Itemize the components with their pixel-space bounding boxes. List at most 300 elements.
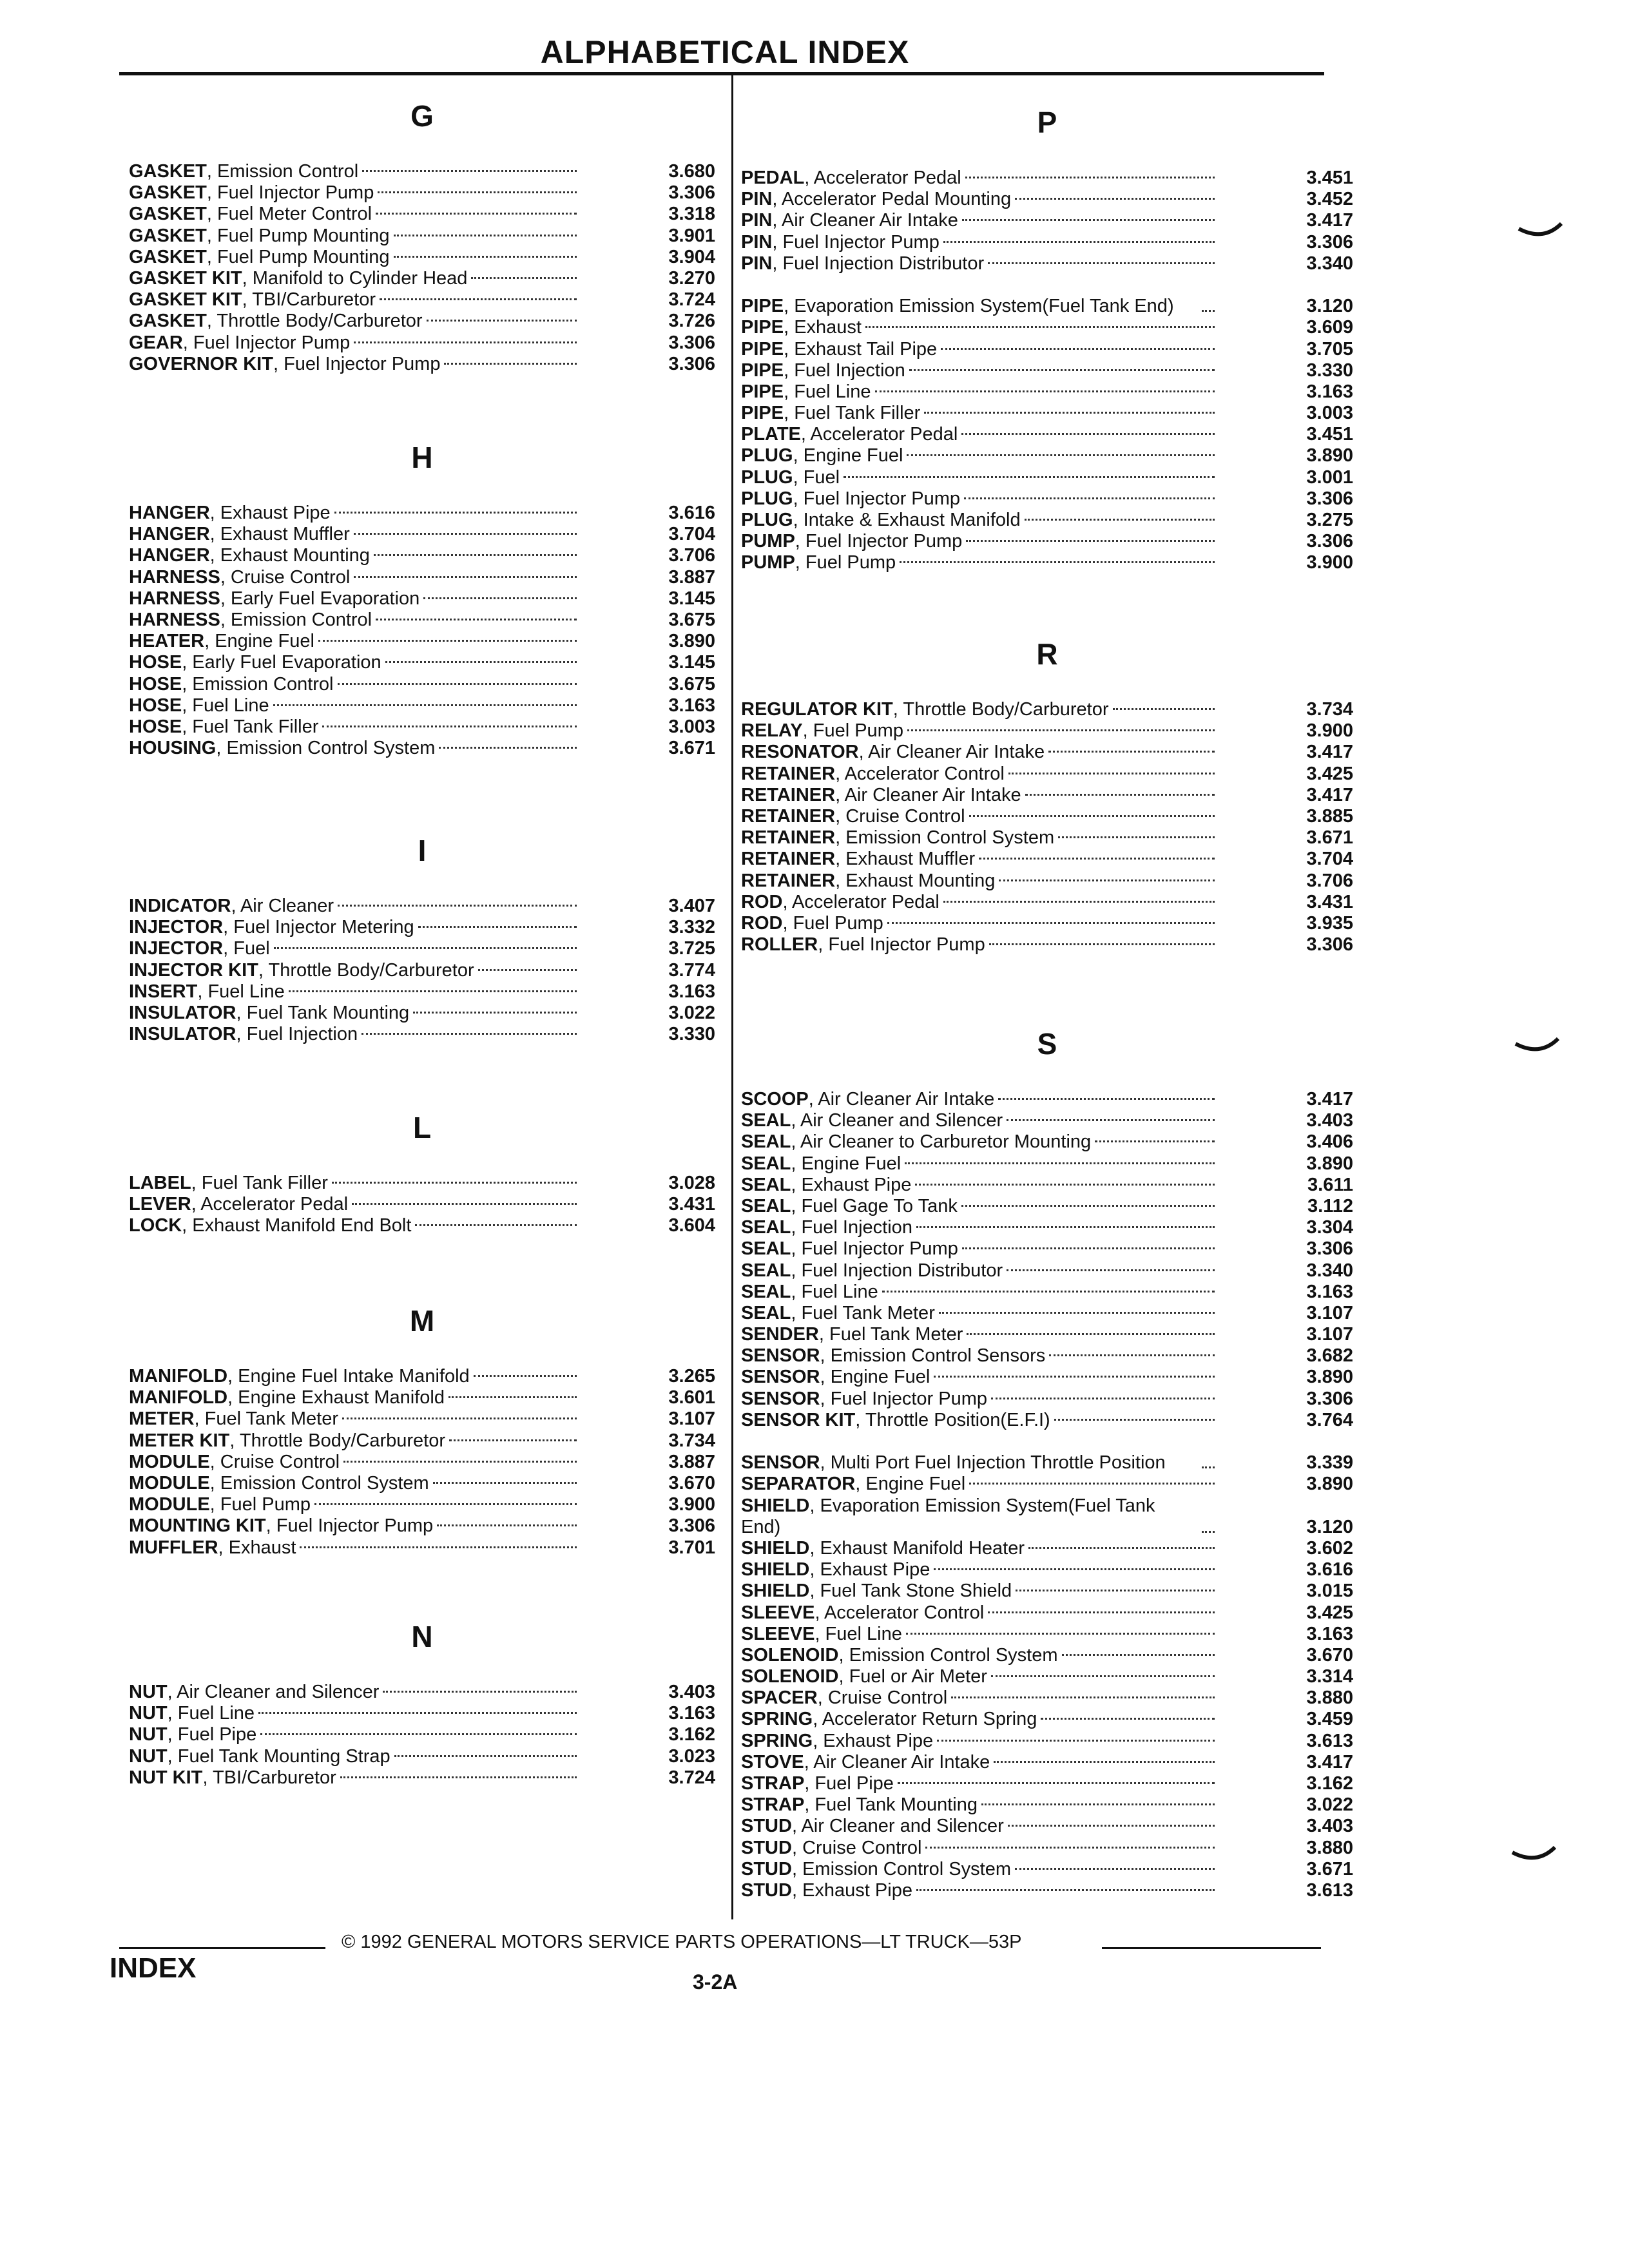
dot-leader xyxy=(967,1333,1215,1335)
dot-leader xyxy=(354,533,577,535)
entry-term: SEAL xyxy=(741,1195,791,1216)
entry-description: , Accelerator Pedal xyxy=(800,424,958,445)
page-reference: 3.304 xyxy=(1306,1217,1353,1238)
entry-name xyxy=(741,1410,1050,1431)
dot-leader xyxy=(1058,836,1215,838)
entry-term: SEAL xyxy=(741,1153,791,1174)
dot-leader xyxy=(981,1803,1215,1805)
index-entry xyxy=(129,896,715,917)
entry-term: PIPE xyxy=(741,381,784,402)
entry-name xyxy=(741,1666,987,1687)
entry-term: MODULE xyxy=(129,1494,210,1515)
entry-name xyxy=(129,503,331,524)
entry-name xyxy=(741,1282,878,1303)
entry-term: SENSOR xyxy=(741,1452,820,1474)
dot-leader xyxy=(1048,751,1215,753)
section-letter: P xyxy=(1037,106,1057,139)
entry-description: , Exhaust Muffler xyxy=(835,849,976,870)
page-reference: 3.112 xyxy=(1307,1195,1353,1216)
page-reference: 3.935 xyxy=(1306,912,1353,934)
dot-leader xyxy=(1016,1590,1215,1591)
index-entry xyxy=(129,1537,715,1559)
page-reference: 3.318 xyxy=(668,204,715,225)
index-entry xyxy=(129,1682,715,1703)
page-reference: 3.340 xyxy=(1306,1260,1353,1281)
entry-name xyxy=(129,738,435,759)
index-entry xyxy=(129,960,715,981)
page-reference: 3.163 xyxy=(668,981,715,1002)
index-entry xyxy=(741,1581,1353,1602)
page-reference: 3.163 xyxy=(668,1703,715,1724)
entry-name xyxy=(129,1537,296,1559)
entry-term: GASKET xyxy=(129,225,207,246)
page-reference: 3.724 xyxy=(668,1767,715,1788)
page-reference: 3.001 xyxy=(1306,466,1353,488)
entry-name xyxy=(741,403,920,424)
entry-term: SENSOR KIT xyxy=(741,1409,856,1430)
index-entry xyxy=(129,545,715,566)
index-entry xyxy=(741,1303,1353,1324)
page-reference: 3.332 xyxy=(668,917,715,938)
entry-term: GASKET xyxy=(129,246,207,267)
index-entry xyxy=(129,1767,715,1789)
entry-name xyxy=(741,1602,984,1624)
entry-name xyxy=(129,226,390,247)
dot-leader xyxy=(962,219,1215,221)
dot-leader xyxy=(906,1633,1215,1635)
entry-term: PIPE xyxy=(741,403,784,424)
dot-leader xyxy=(941,348,1215,350)
entry-name xyxy=(741,531,962,552)
entry-term: RETAINER xyxy=(741,870,836,891)
index-entry xyxy=(741,232,1353,253)
entry-term: PLUG xyxy=(741,488,793,509)
dot-leader xyxy=(1015,198,1215,200)
entry-name xyxy=(741,1752,990,1773)
entry-description: , Fuel Pump xyxy=(209,1494,311,1515)
entry-term: GASKET xyxy=(129,311,207,332)
entry-name xyxy=(129,1366,470,1387)
dot-leader xyxy=(1008,773,1215,774)
page-reference: 3.275 xyxy=(1306,510,1353,531)
entry-term: SENSOR xyxy=(741,1345,820,1367)
dot-leader xyxy=(961,1205,1215,1207)
entry-term: NUT xyxy=(129,1682,168,1702)
entry-name xyxy=(129,1387,445,1408)
entry-term: STUD xyxy=(741,1816,792,1837)
entry-description: , Fuel Tank Mounting xyxy=(804,1794,978,1816)
entry-term: HOSE xyxy=(129,652,182,673)
entry-term: ROD xyxy=(741,891,783,912)
dot-leader xyxy=(966,540,1215,542)
index-entry xyxy=(741,1838,1353,1859)
index-section-n xyxy=(129,1617,715,1789)
entry-name xyxy=(129,1724,256,1745)
index-entry xyxy=(741,1089,1353,1110)
entry-term: INJECTOR xyxy=(129,917,224,938)
dot-leader xyxy=(383,1691,577,1693)
index-section-s xyxy=(741,1024,1353,1901)
index-entry xyxy=(129,1746,715,1767)
page-reference: 3.900 xyxy=(1306,720,1353,742)
page-reference: 3.431 xyxy=(668,1194,715,1215)
index-entry xyxy=(129,204,715,225)
page-reference: 3.682 xyxy=(1306,1345,1353,1367)
page-reference: 3.680 xyxy=(668,161,715,182)
index-entry xyxy=(129,938,715,959)
index-entry xyxy=(129,1215,715,1236)
index-entry xyxy=(741,1645,1353,1666)
dot-leader xyxy=(258,1712,577,1714)
index-entry xyxy=(741,253,1353,274)
entry-name xyxy=(129,652,381,673)
entry-description: , Engine Fuel xyxy=(793,445,903,466)
dot-leader xyxy=(394,1755,577,1757)
dot-leader xyxy=(1028,1547,1215,1549)
entry-name xyxy=(129,1746,390,1767)
entry-description: , Exhaust Tail Pipe xyxy=(784,338,938,360)
index-entry xyxy=(741,1431,1353,1474)
entry-name xyxy=(129,631,314,652)
entry-description: , Air Cleaner and Silencer xyxy=(167,1682,380,1702)
entry-name xyxy=(129,960,474,981)
section-letter: H xyxy=(411,441,433,474)
dot-leader xyxy=(898,1782,1215,1784)
index-entry xyxy=(741,742,1353,763)
index-entry xyxy=(741,189,1353,210)
entry-name xyxy=(741,168,961,189)
dot-leader xyxy=(1007,1269,1215,1271)
entry-description: , Emission Control System xyxy=(791,1858,1011,1879)
index-entry xyxy=(741,1816,1353,1837)
dot-leader xyxy=(939,1312,1215,1314)
dot-leader xyxy=(338,905,577,907)
entry-term: PLUG xyxy=(741,466,793,488)
entry-term: NUT xyxy=(129,1724,168,1745)
page-reference: 3.417 xyxy=(1306,1089,1353,1110)
entry-description: , Fuel or Air Meter xyxy=(838,1666,987,1687)
dot-leader xyxy=(449,1439,577,1441)
entry-description: , Exhaust Pipe xyxy=(809,1559,930,1581)
page-reference: 3.145 xyxy=(668,652,715,673)
entry-description: , Fuel Tank Mounting Strap xyxy=(167,1745,390,1767)
page-reference: 3.616 xyxy=(668,503,715,523)
entry-name xyxy=(741,253,984,274)
index-section-g xyxy=(129,97,715,375)
entry-term: RETAINER xyxy=(741,827,836,849)
entry-term: SPACER xyxy=(741,1687,818,1709)
entry-term: MOUNTING KIT xyxy=(129,1515,266,1537)
entry-term: HEATER xyxy=(129,631,205,652)
entry-term: RELAY xyxy=(741,720,803,742)
entry-name xyxy=(741,1238,958,1260)
page-reference: 3.704 xyxy=(668,524,715,545)
index-entry xyxy=(129,567,715,588)
entry-description: , Fuel Tank Meter xyxy=(818,1324,963,1345)
entry-name xyxy=(129,567,350,588)
entry-name xyxy=(741,1838,921,1859)
index-section-i xyxy=(129,831,715,1045)
entry-term: HOSE xyxy=(129,716,182,737)
entry-description: , Emission Control xyxy=(220,609,372,630)
entry-description: , Air Cleaner Air Intake xyxy=(808,1089,995,1110)
entry-term: REGULATOR KIT xyxy=(741,699,893,720)
entry-name xyxy=(129,610,372,631)
dot-leader xyxy=(905,1162,1215,1164)
entry-description: , Engine Exhaust Manifold xyxy=(227,1387,445,1408)
entry-term: INDICATOR xyxy=(129,896,231,916)
entry-name xyxy=(741,827,1054,849)
section-letter: R xyxy=(1036,637,1058,671)
index-entry xyxy=(741,785,1353,806)
index-entry xyxy=(741,445,1353,466)
entry-name xyxy=(129,1473,429,1494)
index-entry xyxy=(129,674,715,695)
dot-leader xyxy=(998,1098,1215,1100)
entry-name xyxy=(741,488,960,510)
entry-term: SEAL xyxy=(741,1302,791,1323)
dot-leader xyxy=(937,1740,1215,1742)
entry-description: , Cruise Control xyxy=(209,1451,340,1472)
dot-leader xyxy=(474,1375,577,1377)
page-reference: 3.403 xyxy=(1306,1816,1353,1837)
page-reference: 3.724 xyxy=(668,289,715,311)
entry-term: PLUG xyxy=(741,510,793,531)
entry-term: PIN xyxy=(741,231,773,253)
entry-term: NUT xyxy=(129,1745,168,1767)
page-reference: 3.701 xyxy=(668,1537,715,1558)
entry-description: , Exhaust Manifold Heater xyxy=(809,1537,1025,1559)
entry-name xyxy=(741,445,903,466)
entry-name xyxy=(129,182,374,204)
dot-leader xyxy=(951,1696,1215,1698)
dot-leader xyxy=(1113,708,1215,710)
page-reference: 3.671 xyxy=(1306,1858,1353,1879)
entry-term: PUMP xyxy=(741,531,795,552)
index-entry xyxy=(741,1131,1353,1153)
dot-leader xyxy=(378,191,577,193)
dot-leader xyxy=(385,661,577,663)
entry-term: LOCK xyxy=(129,1215,182,1236)
entry-description: , Fuel Pump Mounting xyxy=(206,225,390,246)
index-entry xyxy=(129,1003,715,1024)
entry-name xyxy=(741,339,937,360)
entry-description: , Exhaust xyxy=(784,317,862,338)
dot-leader xyxy=(361,1033,577,1035)
entry-name xyxy=(741,892,940,913)
index-entry xyxy=(129,182,715,204)
entry-term: LEVER xyxy=(129,1194,191,1215)
page-reference: 3.314 xyxy=(1306,1666,1353,1687)
entry-name xyxy=(741,1389,987,1410)
entry-description: , Exhaust Pipe xyxy=(813,1730,934,1751)
index-entry xyxy=(741,1880,1353,1901)
entry-name xyxy=(741,913,883,934)
dot-leader xyxy=(916,1889,1215,1891)
index-entry xyxy=(741,317,1353,338)
entry-name xyxy=(129,981,285,1003)
entry-name xyxy=(129,289,376,311)
section-letter: S xyxy=(1037,1027,1057,1061)
entry-name xyxy=(741,189,1011,210)
entry-description: , TBI/Carburetor xyxy=(242,289,376,311)
entry-name xyxy=(741,1731,933,1752)
entry-description: , Air Cleaner xyxy=(231,896,334,916)
page-reference: 3.671 xyxy=(1306,827,1353,849)
dot-leader xyxy=(865,326,1215,328)
index-entry xyxy=(129,1473,715,1494)
page-reference: 3.452 xyxy=(1306,189,1353,210)
dot-leader xyxy=(478,969,577,971)
index-entry xyxy=(741,720,1353,742)
entry-name xyxy=(129,1215,411,1236)
entry-term: STUD xyxy=(741,1837,792,1858)
dot-leader xyxy=(969,1483,1215,1485)
page-reference: 3.163 xyxy=(1306,1623,1353,1644)
index-entry xyxy=(129,354,715,375)
page-reference: 3.417 xyxy=(1306,742,1353,763)
entry-term: HARNESS xyxy=(129,588,220,609)
entry-term: MODULE xyxy=(129,1451,210,1472)
entry-description: , Fuel Injector Pump xyxy=(793,488,961,509)
dot-leader xyxy=(991,1675,1215,1677)
page-reference: 3.407 xyxy=(668,896,715,916)
page-reference: 3.028 xyxy=(668,1173,715,1193)
entry-term: SEAL xyxy=(741,1238,791,1260)
entry-description: , Fuel xyxy=(793,466,840,488)
dot-leader xyxy=(1015,1868,1215,1870)
index-section-p xyxy=(741,103,1353,574)
entry-name xyxy=(741,1260,1003,1282)
page-reference: 3.003 xyxy=(1306,403,1353,424)
entry-description: , Exhaust Pipe xyxy=(209,503,331,523)
page-reference: 3.890 xyxy=(668,631,715,652)
entry-name xyxy=(129,896,334,917)
top-rule xyxy=(119,72,1324,75)
page-reference: 3.885 xyxy=(1306,805,1353,827)
entry-description: , Accelerator Control xyxy=(815,1602,985,1623)
entry-description: , Engine Fuel xyxy=(791,1153,901,1174)
entry-term: ROLLER xyxy=(741,934,818,956)
index-entry xyxy=(741,1559,1353,1581)
entry-term: HOUSING xyxy=(129,738,217,759)
entry-name xyxy=(741,1645,1058,1666)
entry-name xyxy=(129,588,419,610)
entry-description: , Fuel Injector Pump xyxy=(818,934,985,956)
page-reference: 3.670 xyxy=(1306,1644,1353,1666)
entry-description: , Fuel Line xyxy=(791,1281,878,1302)
entry-description: , Fuel Line xyxy=(784,381,871,402)
index-entry xyxy=(741,1217,1353,1238)
dot-leader xyxy=(1008,1825,1215,1827)
index-entry xyxy=(129,524,715,545)
page-reference: 3.705 xyxy=(1306,338,1353,360)
dot-leader xyxy=(916,1226,1215,1228)
page-reference: 3.306 xyxy=(1306,1238,1353,1260)
dot-leader xyxy=(843,476,1215,478)
entry-name xyxy=(741,317,862,338)
entry-description: , Fuel Tank Stone Shield xyxy=(809,1581,1012,1602)
page-reference: 3.306 xyxy=(1306,231,1353,253)
index-entry xyxy=(741,360,1353,381)
binder-mark-icon xyxy=(1514,1037,1559,1055)
entry-description: , Fuel Injector Pump xyxy=(206,182,374,204)
page-reference: 3.425 xyxy=(1306,763,1353,784)
index-entry xyxy=(741,870,1353,892)
entry-name xyxy=(741,699,1109,720)
entry-term: HOSE xyxy=(129,673,182,695)
section-letter: G xyxy=(410,99,434,133)
index-entry xyxy=(129,1430,715,1452)
page-reference: 3.417 xyxy=(1306,1751,1353,1773)
index-entry xyxy=(129,226,715,247)
index-entry xyxy=(741,1175,1353,1196)
entry-description: , Fuel Injector Pump xyxy=(820,1388,987,1409)
entry-name xyxy=(129,332,350,354)
page-reference: 3.145 xyxy=(668,588,715,609)
dot-leader xyxy=(1202,310,1215,312)
entry-description: , Emission Control xyxy=(206,161,359,182)
entry-name xyxy=(129,268,467,289)
entry-term: RETAINER xyxy=(741,784,836,805)
entry-name xyxy=(129,545,370,566)
page-reference: 3.306 xyxy=(668,182,715,204)
footer-section-label: INDEX xyxy=(110,1952,197,1984)
index-entry xyxy=(741,1752,1353,1773)
section-letter: L xyxy=(412,1111,432,1144)
page-reference: 3.890 xyxy=(1306,1153,1353,1174)
entry-name xyxy=(741,1624,902,1645)
page-reference: 3.725 xyxy=(668,938,715,959)
page-reference: 3.459 xyxy=(1306,1709,1353,1730)
index-entry xyxy=(129,332,715,354)
entry-term: PIN xyxy=(741,253,773,274)
index-entry xyxy=(741,1153,1353,1175)
dot-leader xyxy=(289,990,577,992)
entry-description: , Fuel Tank Mounting xyxy=(236,1002,410,1023)
entry-name xyxy=(741,467,840,488)
entry-term: NUT xyxy=(129,1703,168,1724)
index-entry xyxy=(129,588,715,610)
entry-term: SEPARATOR xyxy=(741,1474,856,1495)
entry-description: , Exhaust Manifold End Bolt xyxy=(182,1215,412,1236)
entry-term: STRAP xyxy=(741,1794,805,1816)
dot-leader xyxy=(374,554,577,556)
entry-name xyxy=(741,210,958,231)
dot-leader xyxy=(274,947,577,949)
index-entry xyxy=(741,1238,1353,1260)
entry-term: SENSOR xyxy=(741,1388,820,1409)
entry-description: , Fuel Tank Meter xyxy=(791,1302,935,1323)
dot-leader xyxy=(924,412,1215,414)
dot-leader xyxy=(423,597,577,599)
entry-term: GASKET xyxy=(129,182,207,204)
entry-term: SLEEVE xyxy=(741,1623,815,1644)
entry-term: SHIELD xyxy=(741,1581,810,1602)
page-reference: 3.163 xyxy=(1306,1281,1353,1302)
dot-leader xyxy=(318,640,577,642)
index-entry xyxy=(741,913,1353,934)
entry-description: , Fuel Pipe xyxy=(167,1724,257,1745)
index-section-m xyxy=(129,1302,715,1559)
entry-name xyxy=(741,232,940,253)
page-reference: 3.890 xyxy=(1306,1367,1353,1388)
page-reference: 3.675 xyxy=(668,673,715,695)
page-reference: 3.107 xyxy=(668,1408,715,1430)
entry-description: , Cruise Control xyxy=(220,566,351,588)
entry-description: , Fuel Tank Filler xyxy=(784,403,921,424)
entry-name xyxy=(741,1153,901,1175)
